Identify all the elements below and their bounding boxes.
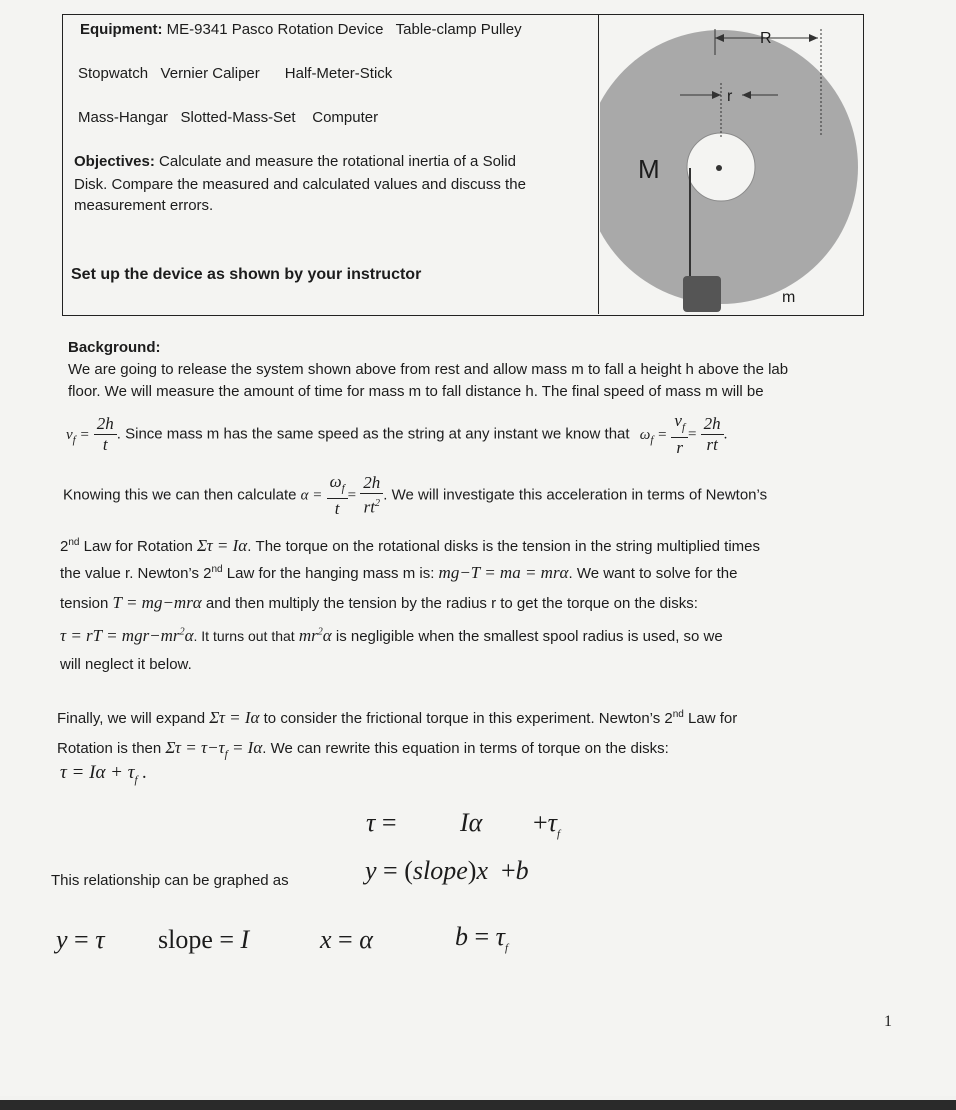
M-label: M — [638, 154, 660, 184]
equipment-label: Equipment: — [80, 21, 163, 38]
hanging-mass-law: mg−T = ma = mrα — [438, 563, 569, 582]
equipment-items-1: ME-9341 Pasco Rotation Device Table-clamp Pulley — [166, 21, 522, 38]
objectives-label: Objectives: — [74, 153, 155, 170]
alpha-equation: α = — [300, 487, 323, 504]
x-equals-alpha: x = α — [320, 925, 373, 954]
b-equals-tauf: $b = \tau_f$ — [455, 922, 509, 955]
R-label: R — [760, 30, 772, 47]
objectives-line-3: measurement errors. — [74, 197, 214, 214]
background-line-1: We are going to release the system shown above from rest and allow mass m to fall a height h above the lab — [68, 361, 789, 378]
big-eq-tau: τ = — [366, 808, 397, 837]
rotation-device-diagram — [600, 15, 862, 313]
rotation-law-2: Στ = Iα — [209, 708, 260, 727]
rotation-law: Στ = Iα — [197, 536, 248, 555]
bottom-edge — [0, 1100, 956, 1110]
slope-equals-I: slope = I — [158, 925, 250, 954]
background-heading: Background: — [68, 339, 161, 356]
alpha-fraction-2: $\frac{2h}{rt^2}$ — [360, 473, 383, 518]
objectives-line-1 — [74, 153, 516, 170]
objectives-line-2: Disk. Compare the measured and calculated values and discuss the — [74, 176, 526, 193]
vf-fraction: $\frac{2h}{t}$ — [94, 414, 117, 455]
vf-equation: $v_f$ = — [66, 426, 90, 446]
alpha-continuation: . We will investigate this acceleration in terms of Newton’s — [383, 486, 768, 504]
objectives-text-1: Calculate and measure the rotational inertia of a Solid — [154, 153, 516, 170]
big-eq-ialpha: Iα — [460, 808, 483, 837]
background-line-2: floor. We will measure the amount of time for mass m to fall distance h. The final speed of mass m will be — [68, 383, 764, 400]
equipment-line-1 — [80, 21, 522, 38]
big-eq-tauf: $+\tau_f$ — [533, 808, 561, 841]
speed-statement: . Since mass m has the same speed as the string at any instant we know that — [116, 425, 630, 443]
final-line-1: Finally, we will expand Στ = Iα to consider the frictional torque in this experiment. Newton’s 2nd Law for — [57, 708, 738, 727]
background-line-6: the value r. Newton’s 2nd Law for the hanging mass m is: mg−T = ma = mrα. We want to solve for the — [60, 563, 738, 582]
background-line-7: tension T = mg−mrα and then multiply the tension by the radius r to get the torque on the disks: — [60, 593, 698, 612]
friction-law: $\Sigma\tau = \tau-\tau_f = I\alpha$ — [165, 738, 263, 761]
torque-friction-equation: $\tau = I\alpha + \tau_f$ . — [60, 762, 148, 786]
background-line-5: 2nd Law for Rotation Στ = Iα. The torque on the rotational disks is the tension in the string multiplied times — [60, 536, 760, 555]
slope-intercept-form: y = (slope)x +b — [365, 856, 529, 885]
graph-caption: This relationship can be graphed as — [51, 872, 289, 889]
omega-fraction-1: $\frac{v_f}{r}$ — [671, 411, 688, 458]
final-line-2: Rotation is then $\Sigma\tau = \tau-\tau_f = I\alpha$. We can rewrite this equation in terms of torque on the disks: — [57, 738, 669, 761]
equipment-line-2: Stopwatch Vernier Caliper Half-Meter-Stick — [78, 65, 393, 82]
axle-dot — [716, 165, 722, 171]
tension-equation: T = mg−mrα — [112, 593, 202, 612]
hanging-mass — [683, 276, 721, 312]
background-line-9: will neglect it below. — [60, 656, 192, 673]
page-number: 1 — [884, 1013, 892, 1030]
R-arrow-right — [809, 34, 818, 42]
torque-equation: τ = rT = $mgr-mr^2\alpha$ — [60, 626, 194, 645]
background-line-8: τ = rT = $mgr-mr^2\alpha$. It turns out that $mr^2\alpha$ is negligible when the smallest spool radius is used, so we — [60, 626, 723, 645]
r-label: r — [727, 88, 733, 105]
alpha-intro: Knowing this we can then calculate — [63, 486, 297, 504]
setup-instruction: Set up the device as shown by your instructor — [71, 266, 422, 283]
negligible-term: $mr^2\alpha$ — [298, 626, 332, 645]
equipment-line-3: Mass-Hangar Slotted-Mass-Set Computer — [78, 109, 379, 126]
background-line-4: Knowing this we can then calculate α = $\frac{\omega_f}{t}$ = $\frac{2h}{rt^2}$ . We will investigate this acceleration in terms of Newton’s — [63, 472, 768, 519]
omega-f-equation: $\omega_f$ = — [639, 426, 668, 446]
m-label: m — [782, 289, 796, 306]
alpha-fraction-1: $\frac{\omega_f}{t}$ — [327, 472, 348, 519]
omega-fraction-2: $\frac{2h}{rt}$ — [701, 414, 724, 455]
background-line-3: $v_f$ = $\frac{2h}{t}$ . Since mass m has the same speed as the string at any instant we know that $\omega_f$ = $\frac{v_f}{r}$ = $\frac{2h}{rt}$ . — [66, 411, 728, 458]
header-divider — [598, 14, 599, 314]
y-equals-tau: y = τ — [56, 925, 105, 954]
